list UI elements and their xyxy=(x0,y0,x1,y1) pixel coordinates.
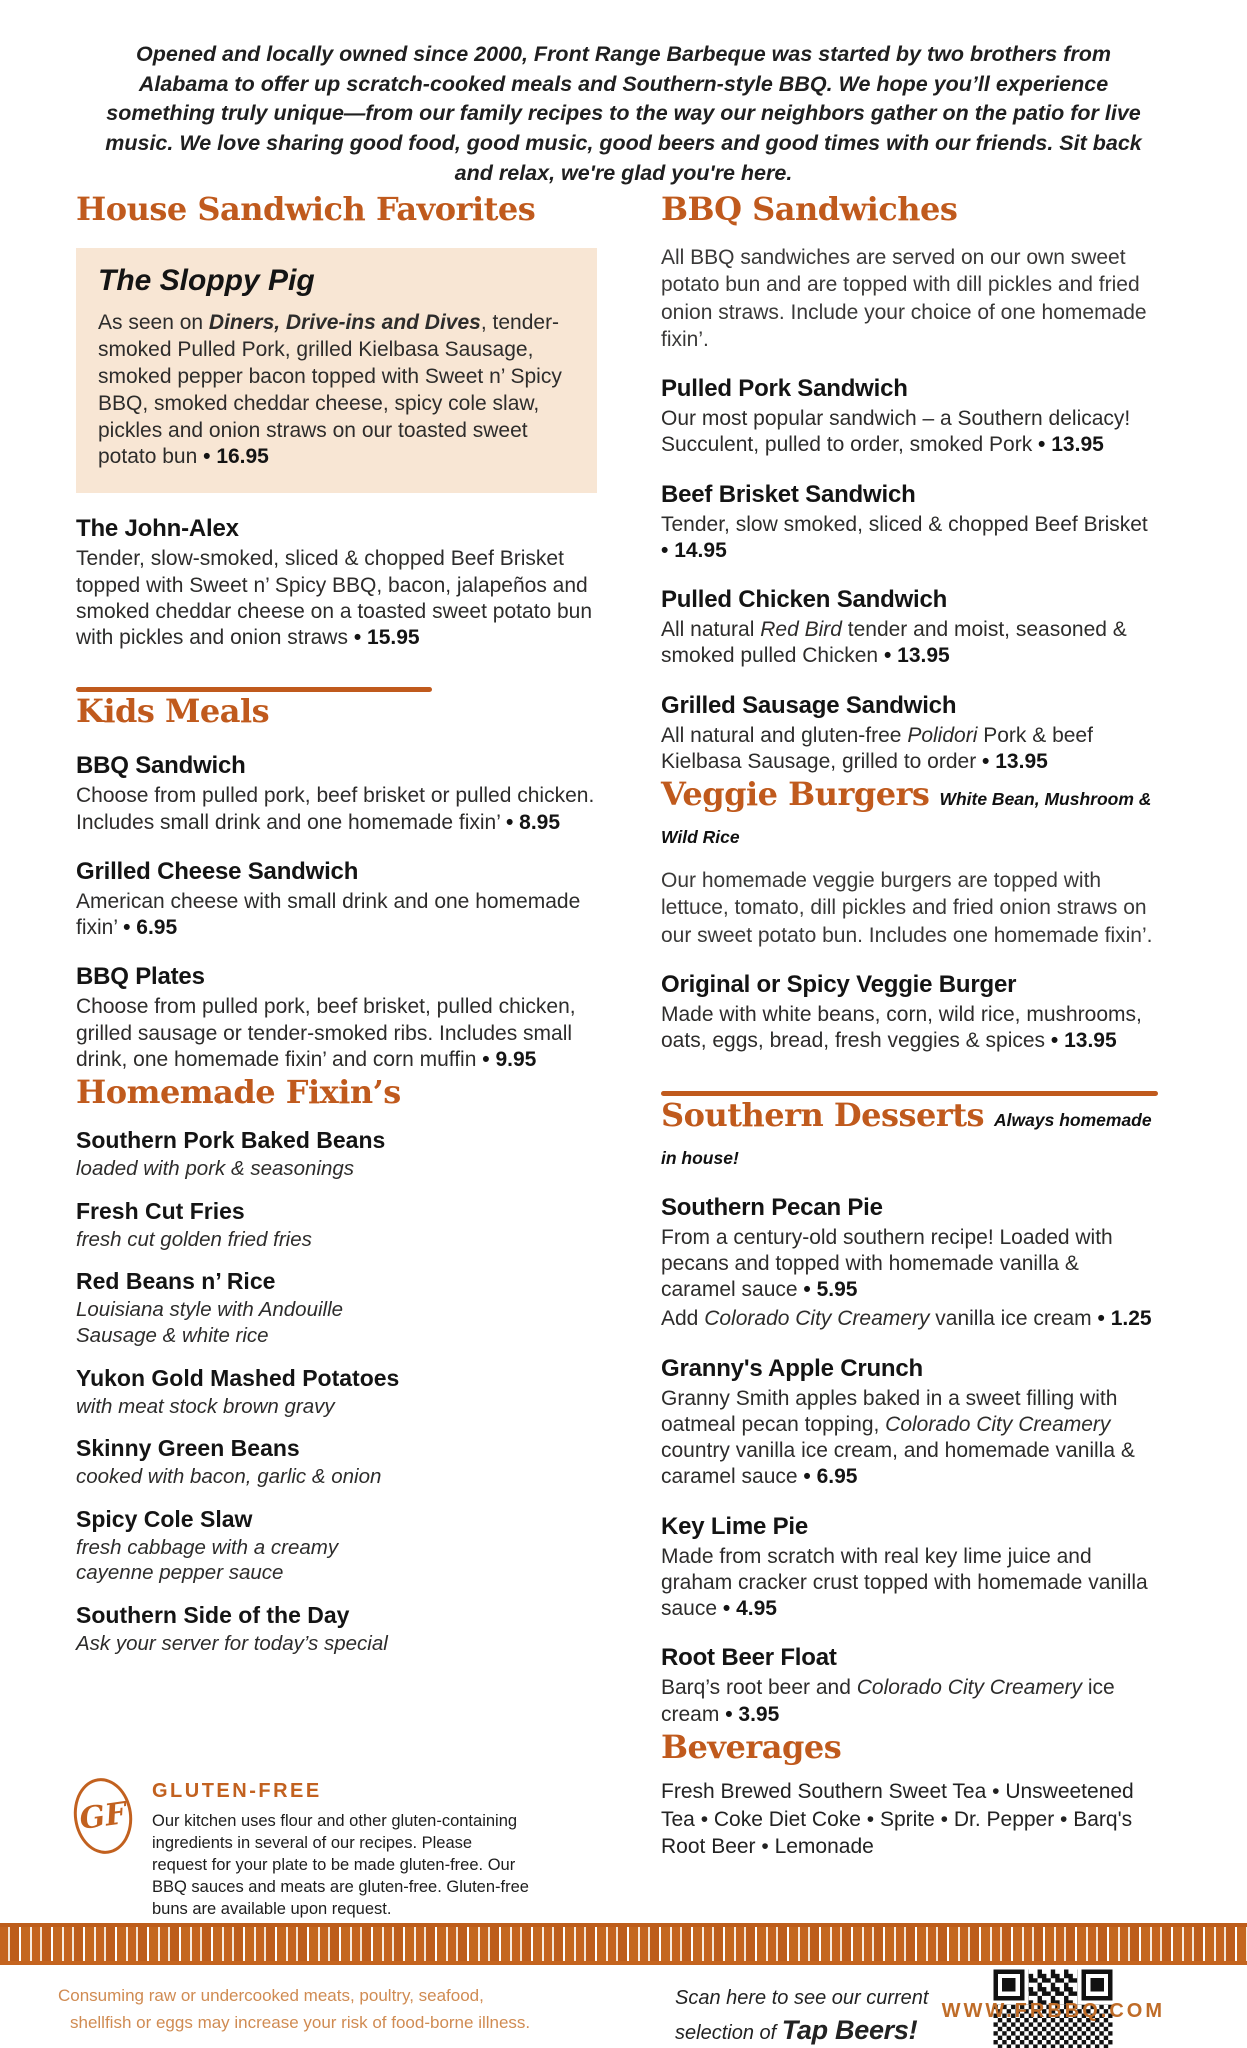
item-name: Southern Pecan Pie xyxy=(661,1193,883,1221)
price-bullet: • xyxy=(661,538,669,562)
menu-item-apple-crunch xyxy=(661,1355,1158,1491)
item-desc xyxy=(98,310,575,471)
menu-item-john-alex xyxy=(76,515,597,651)
item-desc-text: vanilla ice cream xyxy=(929,1307,1092,1331)
menu-item-key-lime-pie xyxy=(661,1513,1158,1623)
price xyxy=(661,539,727,562)
gluten-free-title: GLUTEN-FREE xyxy=(152,1780,322,1802)
price-bullet: • xyxy=(803,1278,811,1302)
price xyxy=(203,445,269,468)
item-addon xyxy=(661,1306,1158,1332)
price-bullet: • xyxy=(353,626,362,649)
gluten-free-badge-icon: GF xyxy=(69,1774,137,1857)
item-name: Southern Pork Baked Beans xyxy=(76,1127,386,1153)
gluten-free-section xyxy=(74,1778,544,1921)
price xyxy=(884,644,950,667)
menu-item-sloppy-pig xyxy=(76,248,597,493)
price xyxy=(1038,433,1104,456)
item-name: Granny's Apple Crunch xyxy=(661,1354,923,1382)
website-url: WWW.FRBBQ.COM xyxy=(941,2000,1165,2022)
item-desc-emphasis: Polidori xyxy=(907,723,978,747)
item-desc-emphasis: Red Bird xyxy=(760,618,842,642)
price-value: 6.95 xyxy=(136,916,178,939)
menu-item-pulled-chicken-sandwich xyxy=(661,586,1158,670)
price-value: 9.95 xyxy=(495,1047,537,1071)
item-desc: with meat stock brown gravy xyxy=(76,1394,335,1418)
item-name: Pulled Chicken Sandwich xyxy=(661,586,948,614)
item-name: Beef Brisket Sandwich xyxy=(661,480,916,508)
price-value: 3.95 xyxy=(738,1702,780,1726)
item-desc-emphasis: Diners, Drive-ins and Dives xyxy=(208,311,481,334)
item-desc-text: Tender, slow-smoked, sliced & chopped Beef Brisket topped with Sweet n’ Spicy BBQ, bacon, jalapeños and smoked cheddar cheese on a toasted sweet potato bun with pickles and onion straws xyxy=(76,547,593,649)
menu-item-mashed-potatoes xyxy=(76,1365,597,1420)
beverages-list: Fresh Brewed Southern Sweet Tea • Unsweetened Tea • Coke Diet Coke • Sprite • Dr. Pepper • Barq's Root Beer • Lemonade xyxy=(661,1779,1134,1859)
item-desc-text: ice cream xyxy=(661,1676,1115,1726)
item-desc xyxy=(661,1675,1158,1728)
item-name: Southern Side of the Day xyxy=(76,1602,350,1628)
price-value: 13.95 xyxy=(1064,1029,1117,1053)
item-desc: Ask your server for today’s special xyxy=(76,1632,388,1655)
item-desc-text: Made from scratch with real key lime juice and graham cracker crust topped with homemade vanilla sauce xyxy=(661,1544,1148,1621)
decorative-brush-band xyxy=(0,1923,1247,1965)
menu-item-green-beans xyxy=(76,1435,597,1490)
price xyxy=(803,1465,857,1488)
item-desc: cooked with bacon, garlic & onion xyxy=(76,1465,382,1489)
price-value: 13.95 xyxy=(897,644,950,668)
item-desc-emphasis: Colorado City Creamery xyxy=(704,1307,930,1331)
item-name: BBQ Plates xyxy=(76,963,205,991)
menu-item-grilled-sausage-sandwich xyxy=(661,692,1158,776)
section-title-veggie-burgers xyxy=(661,775,1158,851)
item-desc: Louisiana style with Andouille Sausage & white rice xyxy=(76,1298,344,1347)
section-title-southern-desserts xyxy=(661,1096,1158,1172)
item-desc-text: Granny Smith apples baked in a sweet filling with oatmeal pecan topping, xyxy=(661,1386,1118,1436)
item-desc-text: , tender-smoked Pulled Pork, grilled Kielbasa Sausage, smoked pepper bacon topped with Sweet n’ Spicy BBQ, smoked cheddar cheese, spicy cole slaw, pickles and onion straws on our toasted sweet potato bun xyxy=(98,311,562,469)
menu-item-kids-bbq-plates xyxy=(76,963,597,1073)
price xyxy=(506,811,560,834)
price xyxy=(1098,1307,1152,1330)
item-name: Red Beans n’ Rice xyxy=(76,1268,276,1295)
item-name: Grilled Sausage Sandwich xyxy=(661,691,957,719)
item-name: Skinny Green Beans xyxy=(76,1435,300,1462)
section-title-beverages: Beverages xyxy=(661,1727,842,1766)
menu-item-red-beans-rice xyxy=(76,1268,597,1348)
price-bullet: • xyxy=(883,644,892,668)
menu-item-kids-grilled-cheese xyxy=(76,858,597,942)
item-name: The John-Alex xyxy=(76,515,239,543)
item-desc-text: Choose from pulled pork, beef brisket or pulled chicken. Includes small drink and one homemade fixin’ xyxy=(76,784,595,834)
price-value: 13.95 xyxy=(1051,433,1104,457)
item-desc xyxy=(661,1386,1158,1491)
footer-disclaimer-line2: shellfish or eggs may increase your risk of food-borne illness. xyxy=(70,2013,531,2033)
menu-item-root-beer-float xyxy=(661,1644,1158,1728)
price-bullet: • xyxy=(982,749,990,773)
intro-text: Opened and locally owned since 2000, Front Range Barbeque was started by two brothers from Alabama to offer up scratch-cooked meals and Southern-style BBQ. We hope you’ll experience something truly unique—from our family recipes to the way our neighbors gather on the patio for live music. We love sharing good food, good music, good beers and good times with our friends. Sit back and relax, we're glad you're here. xyxy=(105,42,1142,185)
menu-item-veggie-burger xyxy=(661,971,1158,1055)
price-value: 5.95 xyxy=(816,1278,858,1302)
item-desc-emphasis: Colorado City Creamery xyxy=(885,1412,1111,1436)
price-bullet: • xyxy=(203,445,211,469)
draft-note xyxy=(661,1985,951,2048)
price-bullet: • xyxy=(505,810,514,834)
item-name: Pulled Pork Sandwich xyxy=(661,375,908,403)
menu-item-pecan-pie xyxy=(661,1194,1158,1333)
price-bullet: • xyxy=(482,1047,490,1071)
draft-note-emphasis: Tap Beers! xyxy=(781,2014,918,2045)
item-desc xyxy=(661,617,1158,670)
item-name: Fresh Cut Fries xyxy=(76,1197,245,1224)
menu-item-baked-beans xyxy=(76,1127,597,1182)
section-intro: All BBQ sandwiches are served on our own sweet potato bun and are topped with dill pickles and fried onion straws. Include your choice of one homemade fixin’. xyxy=(661,246,1147,351)
price-value: 14.95 xyxy=(674,538,727,562)
price-value: 1.25 xyxy=(1110,1307,1152,1331)
price-bullet: • xyxy=(722,1597,731,1621)
price-value: 13.95 xyxy=(995,749,1048,773)
item-desc-text: American cheese with small drink and one homemade fixin’ xyxy=(76,889,581,939)
price xyxy=(803,1278,857,1301)
item-desc-text: Add xyxy=(661,1307,705,1331)
item-desc xyxy=(661,1002,1158,1055)
item-desc: fresh cabbage with a creamy cayenne pepper sauce xyxy=(76,1535,339,1585)
price xyxy=(982,750,1048,773)
item-desc-text: As seen on xyxy=(98,311,209,334)
menu-item-southern-side xyxy=(76,1602,597,1657)
item-desc-text: country vanilla ice cream, and homemade vanilla & caramel sauce xyxy=(661,1439,1135,1489)
price xyxy=(482,1048,536,1071)
price-bullet: • xyxy=(725,1702,733,1726)
draft-note-text: Scan here to see our current selection of xyxy=(675,1986,929,2044)
item-name: Spicy Cole Slaw xyxy=(76,1505,253,1532)
menu-item-pulled-pork-sandwich xyxy=(661,375,1158,459)
section-intro: Our homemade veggie burgers are topped with lettuce, tomato, dill pickles and fried onion straws on our sweet potato bun. Includes one homemade fixin’. xyxy=(661,869,1153,947)
price-bullet: • xyxy=(803,1465,811,1489)
item-desc-text: All natural and gluten-free xyxy=(661,723,908,747)
item-desc-text: Our most popular sandwich – a Southern delicacy! Succulent, pulled to order, smoked Pork xyxy=(661,407,1131,457)
price-value: 15.95 xyxy=(367,626,420,649)
item-desc xyxy=(661,1544,1158,1623)
item-desc xyxy=(76,889,597,942)
price-bullet: • xyxy=(1050,1029,1059,1053)
price-value: 8.95 xyxy=(519,810,561,834)
price-value: 4.95 xyxy=(736,1597,777,1621)
item-desc-text: Tender, slow smoked, sliced & chopped Beef Brisket xyxy=(661,512,1148,536)
item-desc-text: tender and moist, seasoned & smoked pulled Chicken xyxy=(661,618,1127,668)
price xyxy=(723,1597,777,1620)
gluten-free-text xyxy=(152,1778,530,1921)
menu-item-beef-brisket-sandwich xyxy=(661,481,1158,565)
section-title-kids-meals: Kids Meals xyxy=(76,692,270,731)
gluten-free-body: Our kitchen uses flour and other gluten-containing ingredients in several of our recipes. Please request for your plate to be made gluten-free. Our BBQ sauces and meats are gluten-free. Gluten-free buns are available upon request. xyxy=(152,1812,529,1919)
footer-disclaimer-line1: Consuming raw or undercooked meats, poultry, seafood, xyxy=(58,1986,484,2005)
item-name: Original or Spicy Veggie Burger xyxy=(661,971,1017,999)
item-desc: loaded with pork & seasonings xyxy=(76,1157,355,1180)
section-title-house-sandwich-favorites: House Sandwich Favorites xyxy=(76,190,536,228)
item-desc xyxy=(661,512,1158,565)
section-title-homemade-fixins: Homemade Fixin’s xyxy=(76,1073,401,1111)
section-subtitle: Always homemade in house! xyxy=(661,1109,1152,1168)
item-desc: fresh cut golden fried fries xyxy=(76,1227,312,1251)
price-value: 6.95 xyxy=(816,1465,858,1489)
footer-disclaimer xyxy=(58,1982,530,2036)
item-name: BBQ Sandwich xyxy=(76,752,246,780)
item-desc-text: Choose from pulled pork, beef brisket, pulled chicken, grilled sausage or tender-smoked ribs. Includes small drink, one homemade fixin’ and corn muffin xyxy=(76,995,576,1071)
price xyxy=(354,626,420,649)
item-desc-text: Barq’s root beer and xyxy=(661,1676,857,1700)
item-desc-text: All natural xyxy=(661,618,761,642)
item-name: Root Beer Float xyxy=(661,1644,837,1672)
item-desc xyxy=(661,723,1158,776)
menu-item-kids-bbq-sandwich xyxy=(76,752,597,836)
item-name: Key Lime Pie xyxy=(661,1512,809,1540)
item-desc-text: Pork & beef Kielbasa Sausage, grilled to order xyxy=(661,723,1093,773)
left-column xyxy=(76,190,597,1657)
item-desc xyxy=(76,994,597,1073)
section-title-text: Southern Desserts xyxy=(661,1095,985,1134)
item-name: Yukon Gold Mashed Potatoes xyxy=(76,1364,400,1391)
price-value: 16.95 xyxy=(216,445,269,469)
price xyxy=(123,916,177,939)
item-desc xyxy=(76,546,597,651)
right-column xyxy=(661,190,1158,2048)
item-desc-text: Made with white beans, corn, wild rice, mushrooms, oats, eggs, bread, fresh veggies & spices xyxy=(661,1003,1142,1053)
item-desc-text: From a century-old southern recipe! Loaded with pecans and topped with homemade vanilla & caramel sauce xyxy=(661,1225,1113,1302)
section-title-text: Veggie Burgers xyxy=(661,775,930,814)
item-desc-emphasis: Colorado City Creamery xyxy=(856,1676,1082,1700)
item-desc xyxy=(661,406,1158,459)
price xyxy=(1051,1029,1117,1052)
price-bullet: • xyxy=(123,916,131,939)
price xyxy=(725,1703,779,1726)
item-name: The Sloppy Pig xyxy=(98,264,315,297)
item-desc xyxy=(76,783,597,836)
section-subtitle: White Bean, Mushroom & Wild Rice xyxy=(661,789,1152,848)
price-bullet: • xyxy=(1097,1307,1105,1331)
item-name: Grilled Cheese Sandwich xyxy=(76,857,359,885)
menu-item-spicy-cole-slaw xyxy=(76,1506,597,1586)
section-title-bbq-sandwiches: BBQ Sandwiches xyxy=(661,190,958,228)
menu-item-fresh-cut-fries xyxy=(76,1198,597,1253)
item-desc xyxy=(661,1225,1158,1304)
price-bullet: • xyxy=(1038,433,1046,457)
